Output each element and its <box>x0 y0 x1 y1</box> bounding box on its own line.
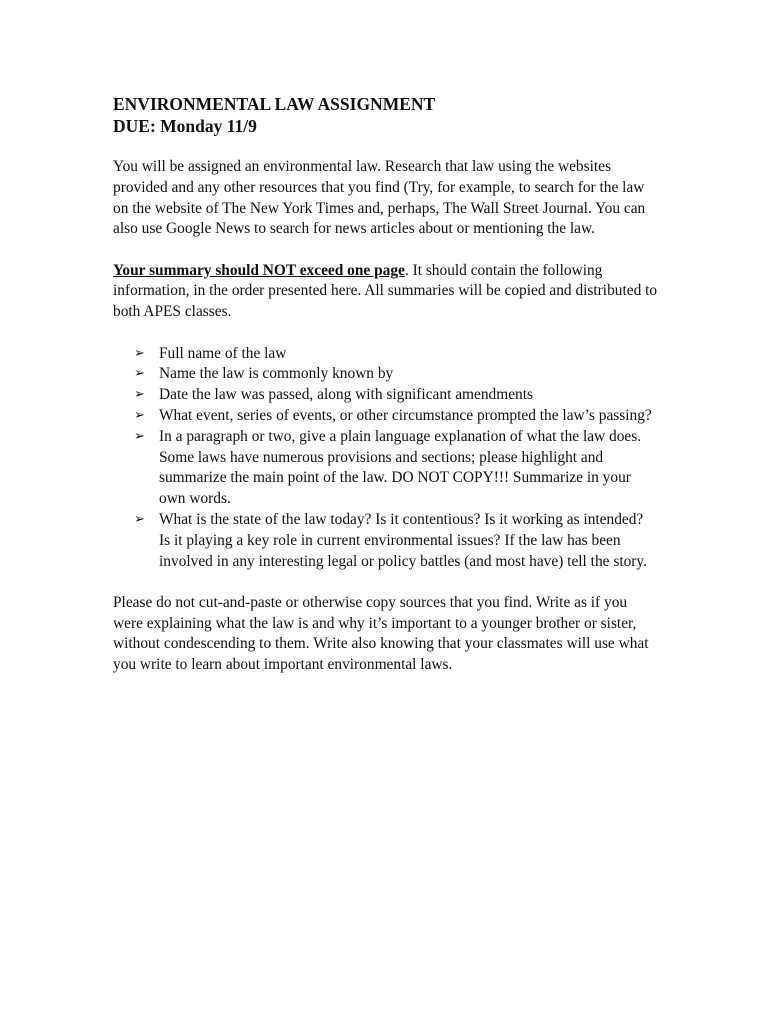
intro-paragraph: You will be assigned an environmental law. Research that law using the websites provided and any other resources that you find (Try, for example, to search for the law on the website of The New York Times and, perhaps, The Wall Street Journal. You can also use Google News to search for news articles about or mentioning the law. <box>113 158 646 238</box>
requirements-list <box>113 344 658 573</box>
list-item-text: Full name of the law <box>159 344 287 362</box>
list-item-text: In a paragraph or two, give a plain language explanation of what the law does. Some laws have numerous provisions and sections; please highlight and summarize the main point of the law. DO NOT COPY!!! Summarize in your own words. <box>159 427 642 508</box>
arrow-bullet-icon: ➢ <box>134 387 145 403</box>
summary-requirements-paragraph <box>113 261 658 323</box>
arrow-bullet-icon: ➢ <box>134 511 145 527</box>
list-item-text: Name the law is commonly known by <box>159 365 394 383</box>
list-item-text: What is the state of the law today? Is it contentious? Is it working as intended? Is it playing a key role in current environmental issues? If the law has been involved in any interesting legal or policy battles (and most have) tell the story. <box>159 510 647 570</box>
list-item <box>113 344 658 365</box>
document-page <box>113 93 658 676</box>
arrow-bullet-icon: ➢ <box>134 428 145 444</box>
list-item-text: Date the law was passed, along with significant amendments <box>159 386 533 404</box>
list-item <box>113 364 658 385</box>
list-item <box>113 510 658 572</box>
arrow-bullet-icon: ➢ <box>134 407 145 423</box>
due-date: DUE: Monday 11/9 <box>113 116 257 136</box>
arrow-bullet-icon: ➢ <box>134 345 145 361</box>
list-item <box>113 385 658 406</box>
assignment-title: ENVIRONMENTAL LAW ASSIGNMENT <box>113 94 436 114</box>
summary-length-rule: Your summary should NOT exceed one page <box>113 261 405 279</box>
list-item <box>113 406 658 427</box>
arrow-bullet-icon: ➢ <box>134 366 145 382</box>
closing-paragraph: Please do not cut-and-paste or otherwise copy sources that you find. Write as if you were explaining what the law is and why it’s important to a younger brother or sister, without condescending to them. Write also knowing that your classmates will use what you write to learn about important environmental laws. <box>113 593 649 674</box>
list-item-text: What event, series of events, or other circumstance prompted the law’s passing? <box>159 406 652 424</box>
list-item <box>113 427 658 510</box>
summary-requirements-text: . It should contain the following information, in the order presented here. All summaries will be copied and distributed to both APES classes. <box>113 261 658 321</box>
